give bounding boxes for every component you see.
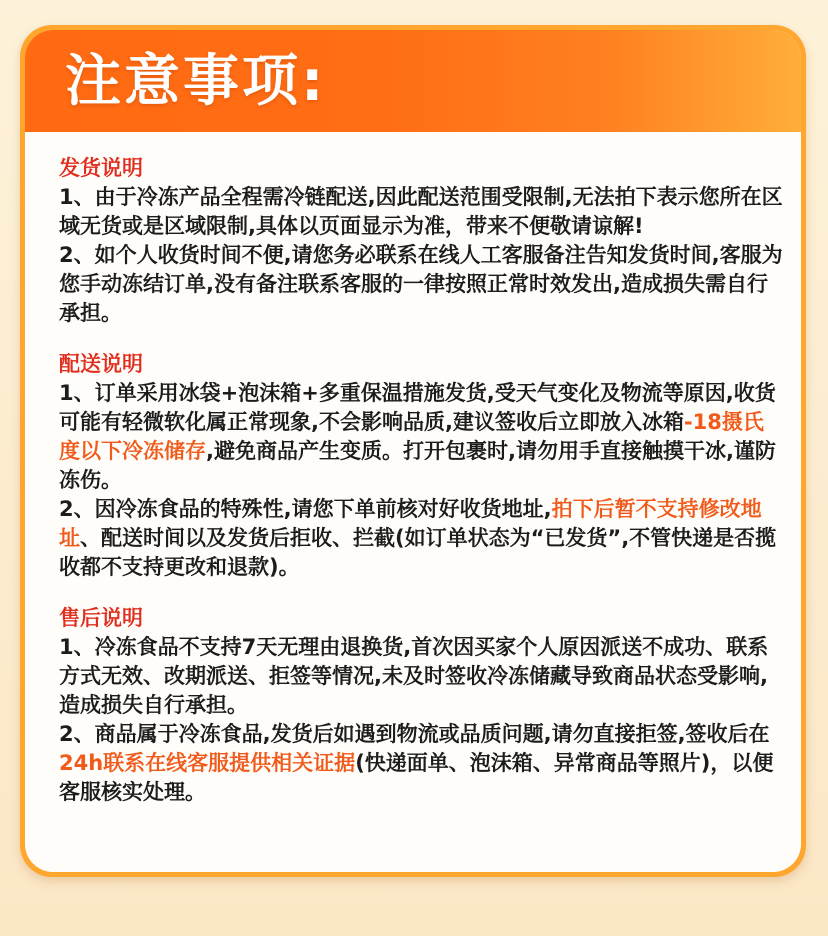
- aftersales-paragraph-2: [59, 720, 783, 807]
- aftersales-p2-highlight: 24h联系在线客服提供相关证据: [59, 751, 356, 775]
- delivery-p1-highlight: -18摄氏度以下冷冻储存: [59, 410, 764, 463]
- aftersales-p2-text-a: 2、商品属于冷冻食品,发货后如遇到物流或品质问题,请勿直接拒签,签收后在: [59, 722, 770, 746]
- notice-card-inner: [25, 30, 801, 872]
- notice-header: [25, 30, 801, 132]
- shipping-paragraph-1: 1、由于冷冻产品全程需冷链配送,因此配送范围受限制,无法拍下表示您所在区域无货或是区域限制,具体以页面显示为准，带来不便敬请谅解!: [59, 185, 783, 238]
- delivery-title: 配送说明: [59, 352, 143, 376]
- notice-content: [59, 154, 783, 829]
- delivery-p1-text-a: 1、订单采用冰袋+泡沫箱+多重保温措施发货,受天气变化及物流等原因,收货可能有轻微软化属正常现象,不会影响品质,建议签收后立即放入冰箱: [59, 381, 776, 434]
- notice-title: 注意事项:: [65, 49, 327, 114]
- shipping-title: 发货说明: [59, 156, 143, 180]
- delivery-paragraph-2: [59, 495, 783, 582]
- aftersales-title: 售后说明: [59, 606, 143, 630]
- delivery-p2-text-b: 、配送时间以及发货后拒收、拦截(如订单状态为“已发货”,不管快递是否揽收都不支持更改和退款)。: [59, 526, 777, 579]
- shipping-section: [59, 154, 783, 328]
- aftersales-paragraph-1: 1、冷冻食品不支持7天无理由退换货,首次因买家个人原因派送不成功、联系方式无效、改期派送、拒签等情况,未及时签收冷冻储藏导致商品状态受影响,造成损失自行承担。: [59, 635, 769, 717]
- delivery-paragraph-1: [59, 379, 783, 495]
- delivery-p1-text-b: ,避免商品产生变质。打开包裹时,请勿用手直接触摸干冰,谨防冻伤。: [59, 439, 776, 492]
- shipping-paragraph-2: 2、如个人收货时间不便,请您务必联系在线人工客服备注告知发货时间,客服为您手动冻结订单,没有备注联系客服的一律按照正常时效发出,造成损失需自行承担。: [59, 243, 783, 325]
- aftersales-section: [59, 604, 783, 807]
- delivery-p2-text-a: 2、因冷冻食品的特殊性,请您下单前核对好收货地址,: [59, 497, 552, 521]
- aftersales-p2-text-b: (快递面单、泡沫箱、异常商品等照片)，以便客服核实处理。: [59, 751, 774, 804]
- delivery-section: [59, 350, 783, 582]
- delivery-p2-highlight: 拍下后暂不支持修改地址: [59, 497, 762, 550]
- notice-card: [20, 25, 806, 877]
